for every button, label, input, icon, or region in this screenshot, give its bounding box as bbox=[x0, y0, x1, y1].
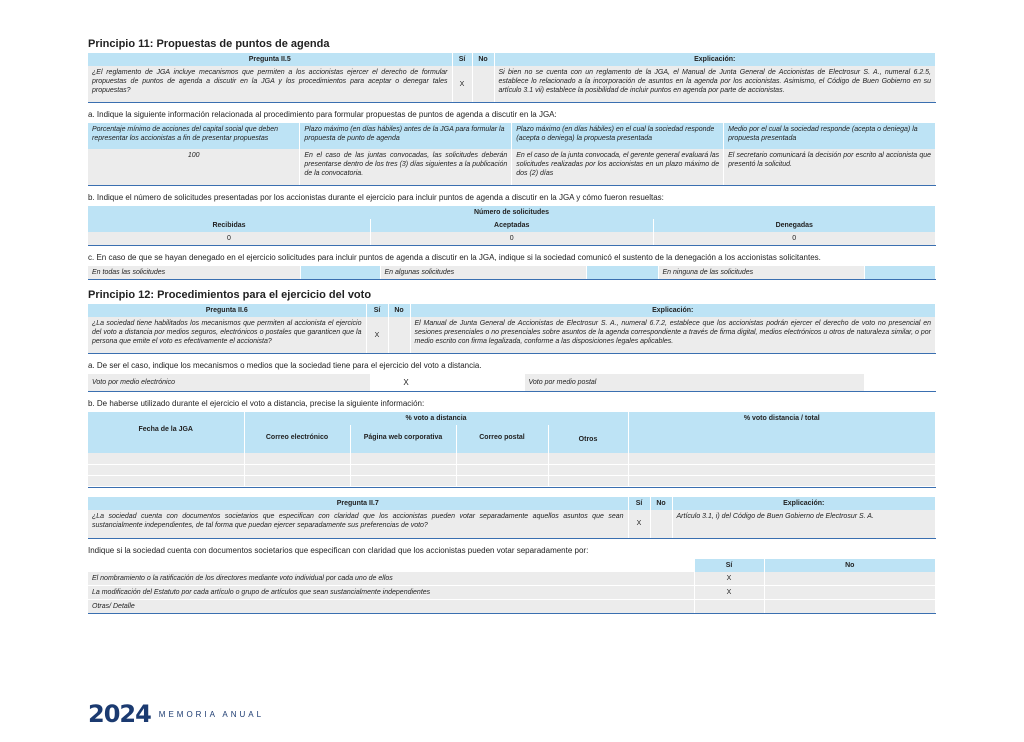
val-recibidas: 0 bbox=[88, 232, 371, 245]
explanation-text: Si bien no se cuenta con un reglamento de la JGA, el Manual de Junta General de Accionistas de Electrosur S. A., numeral 6.2.5, establece lo relacionado a la incorporación de asuntos en la agenda por los accionistas. Asimismo, el Código de Buen Gobierno en su artículo 3.1 vii) establece la posibilidad de incluir puntos en agenda por parte de accionistas. bbox=[494, 66, 936, 102]
p12-question-b: b. De haberse utilizado durante el ejercicio el voto a distancia, precise la siguiente información: bbox=[88, 399, 425, 408]
explanation-text: Artículo 3.1, i) del Código de Buen Gobierno de Electrosur S. A. bbox=[672, 510, 936, 538]
p11-question-a: a. Indique la siguiente información relacionada al procedimiento para formular propuestas de puntos de agenda a discutir en la JGA: bbox=[88, 110, 557, 119]
col-no: No bbox=[650, 497, 672, 510]
p11-question-c: c. En caso de que se hayan denegado en el ejercicio solicitudes para incluir puntos de agenda a discutir en la JGA, indique si la sociedad comunicó el sustento de la denegación a los accionistas solicitantes. bbox=[88, 253, 821, 262]
p11-question-b: b. Indique el número de solicitudes presentadas por los accionistas durante el ejercicio para incluir puntos de agenda a discutir en la JGA y cómo fueron resueltas: bbox=[88, 193, 664, 202]
page bbox=[88, 38, 936, 614]
cell-porcentaje: 100 bbox=[88, 149, 300, 185]
col-medio: Medio por el cual la sociedad responde (acepta o deniega) la propuesta presentada bbox=[724, 123, 936, 149]
option-ninguna: En ninguna de las solicitudes bbox=[658, 266, 864, 279]
col-si: Sí bbox=[628, 497, 650, 510]
principle-11-title: Principio 11: Propuestas de puntos de agenda bbox=[88, 38, 330, 50]
col-no: No bbox=[472, 53, 494, 66]
col-otros: Otros bbox=[548, 425, 628, 453]
year-logo: 2024 bbox=[88, 700, 151, 728]
option-electronico: Voto por medio electrónico bbox=[88, 374, 370, 391]
table-row bbox=[88, 464, 936, 475]
row-directores: El nombramiento o la ratificación de los directores mediante voto individual por cada uno de ellos bbox=[88, 572, 694, 586]
si-mark: X bbox=[628, 510, 650, 538]
p11-question-table bbox=[88, 53, 936, 103]
col-denegadas: Denegadas bbox=[653, 219, 936, 232]
mark-electronico: X bbox=[370, 374, 442, 391]
requests-title: Número de solicitudes bbox=[88, 206, 936, 219]
p12-documents-table bbox=[88, 559, 936, 614]
option-algunas: En algunas solicitudes bbox=[380, 266, 586, 279]
si-mark: X bbox=[694, 572, 764, 586]
row-otras: Otras/ Detalle bbox=[88, 599, 694, 613]
cell-medio: El secretario comunicará la decisión por escrito al accionista que presentó la solicitud. bbox=[724, 149, 936, 185]
p12-means-table bbox=[88, 374, 936, 392]
checkbox-algunas[interactable] bbox=[586, 266, 658, 279]
principle-12-title: Principio 12: Procedimientos para el ejercicio del voto bbox=[88, 289, 372, 301]
p12-question-a: a. De ser el caso, indique los mecanismos o medios que la sociedad tiene para el ejercicio del voto a distancia. bbox=[88, 361, 482, 370]
no-mark bbox=[764, 585, 936, 599]
footer bbox=[88, 700, 264, 728]
col-web: Página web corporativa bbox=[350, 425, 456, 453]
col-no: No bbox=[388, 304, 410, 317]
memoria-label: MEMORIA ANUAL bbox=[158, 709, 265, 719]
question-text: ¿La sociedad tiene habilitados los mecanismos que permiten al accionista el ejercicio del voto a distancia por medios seguros, electrónicos o postales que garanticen que la persona que emite el voto es efectivamente el accionista? bbox=[88, 317, 366, 353]
col-aceptadas: Aceptadas bbox=[371, 219, 654, 232]
col-si: Sí bbox=[366, 304, 388, 317]
p12-question-table bbox=[88, 304, 936, 354]
no-mark bbox=[764, 599, 936, 613]
col-pregunta: Pregunta II.7 bbox=[88, 497, 628, 510]
col-si: Sí bbox=[694, 559, 764, 572]
p12-remote-vote-table bbox=[88, 412, 936, 488]
col-porcentaje: Porcentaje mínimo de acciones del capital social que deben representar los accionistas a fin de presentar propuestas bbox=[88, 123, 300, 149]
question-text: ¿El reglamento de JGA incluye mecanismos que permiten a los accionistas ejercer el derecho de formular propuestas de puntos de agenda a discutir en la JGA y los procedimientos para aceptar o denegar tales propuestas? bbox=[88, 66, 452, 102]
no-mark bbox=[764, 572, 936, 586]
si-mark: X bbox=[452, 66, 472, 102]
option-todas: En todas las solicitudes bbox=[88, 266, 300, 279]
col-explicacion: Explicación: bbox=[410, 304, 936, 317]
option-postal: Voto por medio postal bbox=[524, 374, 864, 391]
cell-plazo-jga: En el caso de las juntas convocadas, las solicitudes deberán presentarse dentro de los tres (3) días siguientes a la publicación de la convocatoria. bbox=[300, 149, 512, 185]
no-mark bbox=[388, 317, 410, 353]
col-explicacion: Explicación: bbox=[494, 53, 936, 66]
si-mark bbox=[694, 599, 764, 613]
mark-postal bbox=[864, 374, 936, 391]
p11-requests-table bbox=[88, 206, 936, 246]
no-mark bbox=[472, 66, 494, 102]
col-fecha: Fecha de la JGA bbox=[88, 412, 244, 453]
p12-question-c: Indique si la sociedad cuenta con documentos societarios que especifican con claridad que los accionistas pueden votar separadamente por: bbox=[88, 545, 589, 555]
val-denegadas: 0 bbox=[653, 232, 936, 245]
explanation-text: El Manual de Junta General de Accionistas de Electrosur S. A., numeral 6.7.2, establece que los accionistas podrán ejercer el derecho de voto no presencial en sesiones presenciales o no presenciales sobre asuntos de la agenda correspondiente a través de firma digital, medios electrónicos u otros de naturaleza similar, o por medio escrito con firma legalizada, conforme a las disposiciones legales aplicables. bbox=[410, 317, 936, 353]
cell-plazo-respuesta: En el caso de la junta convocada, el gerente general evaluará las solicitudes realizadas por los accionistas en un plazo máximo de dos (2) días bbox=[512, 149, 724, 185]
no-mark bbox=[650, 510, 672, 538]
col-total-empty bbox=[628, 425, 935, 453]
col-pct-total: % voto distancia / total bbox=[628, 412, 935, 425]
col-plazo-respuesta: Plazo máximo (en días hábiles) en el cual la sociedad responde (acepta o deniega) la propuesta presentada bbox=[512, 123, 724, 149]
col-postal: Correo postal bbox=[456, 425, 548, 453]
spacer bbox=[442, 374, 524, 391]
col-no: No bbox=[764, 559, 936, 572]
col-pregunta: Pregunta II.5 bbox=[88, 53, 452, 66]
val-aceptadas: 0 bbox=[371, 232, 654, 245]
col-si: Sí bbox=[452, 53, 472, 66]
col-plazo-jga: Plazo máximo (en días hábiles) antes de la JGA para formular la propuesta de punto de agenda bbox=[300, 123, 512, 149]
col-empty bbox=[88, 559, 694, 572]
col-recibidas: Recibidas bbox=[88, 219, 371, 232]
si-mark: X bbox=[366, 317, 388, 353]
col-explicacion: Explicación: bbox=[672, 497, 936, 510]
p11-procedure-table bbox=[88, 123, 936, 186]
col-pct-distancia: % voto a distancia bbox=[244, 412, 628, 425]
p11-denial-table bbox=[88, 266, 936, 280]
question-text: ¿La sociedad cuenta con documentos societarios que especifican con claridad que los accionistas pueden votar separadamente aquellos asuntos que sean sustancialmente independientes, de tal forma que puedan ejercer separadamente sus preferencias de voto? bbox=[88, 510, 628, 538]
col-pregunta: Pregunta II.6 bbox=[88, 304, 366, 317]
col-correo: Correo electrónico bbox=[244, 425, 350, 453]
si-mark: X bbox=[694, 585, 764, 599]
p12-separate-vote-table bbox=[88, 497, 936, 539]
row-estatuto: La modificación del Estatuto por cada artículo o grupo de artículos que sean sustancialmente independientes bbox=[88, 585, 694, 599]
table-row bbox=[88, 453, 936, 464]
checkbox-ninguna[interactable] bbox=[864, 266, 936, 279]
checkbox-todas[interactable] bbox=[300, 266, 380, 279]
table-row bbox=[88, 475, 936, 486]
